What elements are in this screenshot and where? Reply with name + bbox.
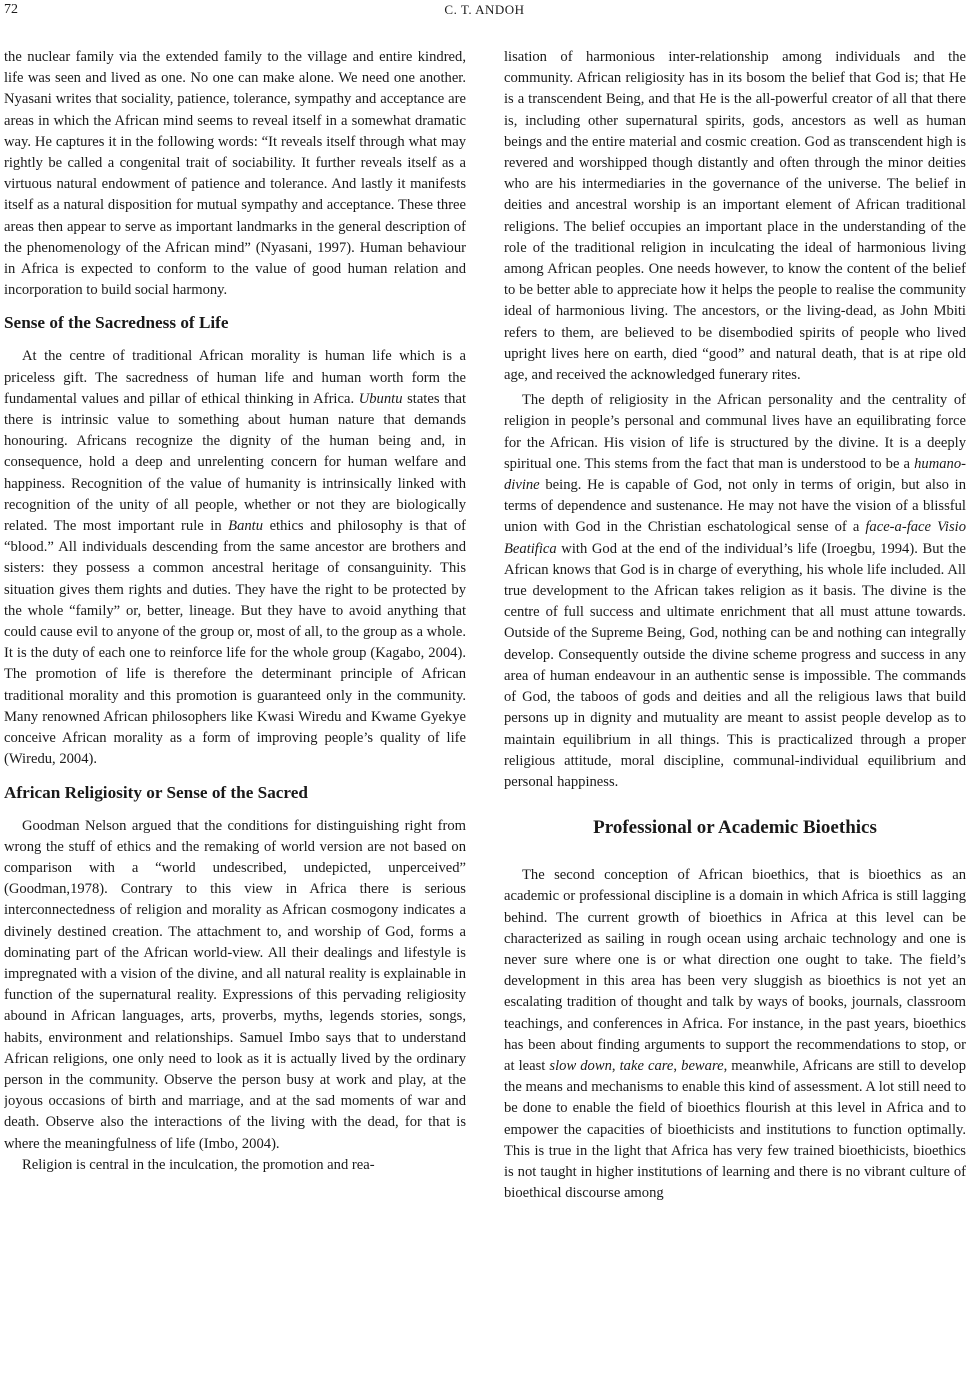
page-number: 72 <box>4 2 18 17</box>
left-column <box>4 47 466 1397</box>
italic-term: humano-divine <box>504 455 966 494</box>
italic-term: Ubuntu <box>358 390 403 407</box>
paragraph: Religion is central in the inculcation, the promotion and rea- <box>22 1156 375 1173</box>
paragraph: The depth of religiosity in the African personality and the centrality of religion in people’s personal and communal lives have an equilibrating force for the African. His vision of life is structured by the divine. It is a deeply spiritual one. This stems from the fact that man is understood to be a humano-divine being. He is capable of God, not only in terms of origin, but also in terms of dependence and sustenance. He may not have the vision of a blissful union with God in the Christian eschatological sense of a face-a-face Visio Beatifica with God at the end of the individual’s life (Iroegbu, 1994). But the African knows that God is in charge of everything, his whole life included. All true development to the African takes religion as it basis. The divine is the centre of full success and ultimate enrichment that all must attune towards. Outside of the Supreme Being, God, nothing can be and nothing can integrally develop. Consequently outside the divine scheme progress and success in any area of human endeavour in an authentic sense is impossible. The commands of God, the taboos of gods and deities and all the religious laws that build persons up in dignity and mutuality are meant to assist people develop as to maintain equilibrium in all things. This is practicalized through a proper religious attitude, moral discipline, communal-individual equilibrium and personal happiness. <box>504 392 966 790</box>
section-heading-professional-bioethics: Professional or Academic Bioethics <box>593 817 877 839</box>
right-column <box>504 47 966 1397</box>
paragraph: the nuclear family via the extended family to the village and entire kindred, life was seen and lived as one. No one can make alone. We need one another. Nyasani writes that sociality, patience, tolerance, sympathy and acceptance are areas in which the African mind seems to reveal itself in a somewhat dramatic way. He captures it in the following words: “It reveals itself through what may rightly be called a congenital trait of sociability. It further reveals itself as a virtuous natural endowment of patience and tolerance. And lastly it manifests itself as a natural disposition for mutual sympathy and acceptance. These three areas then appear to serve as important landmarks in the general description of the phenomenology of the African mind” (Nyasani, 1997). Human behaviour in Africa is expected to conform to the value of good human relation and incorporation to build social harmony. <box>4 49 466 299</box>
section-heading-african-religiosity: African Religiosity or Sense of the Sacred <box>4 782 308 802</box>
running-head: C. T. ANDOH <box>444 2 525 17</box>
paragraph: At the centre of traditional African morality is human life which is a priceless gift. The sacredness of human life and human worth form the fundamental values and pillar of ethical thinking in Africa. Ubuntu states that there is intrinsic value to something about human nature that demands honouring. Africans recognize the dignity of the human being and, in consequence, hold a deep and unrelenting concern for human welfare and happiness. Recognition of the value of humanity is intrinsically linked with recognition of the unity of all people, whether or not they are biologically related. The most important rule in Bantu ethics and philosophy is that of “blood.” All individuals descending from the same ancestor are brothers and sisters: they possess a common ancestral heritage of consanguinity. This situation gives them rights and duties. They have the right to be protected by the whole “family” or, better, lineage. But they have to avoid anything that could cause evil to anyone of the group or, most of all, to the group as a whole. It is the duty of each one to reinforce life for the whole group (Kagabo, 2004). The promotion of life is therefore the determinant principle of African traditional morality and this promotion is guaranteed only in the community. Many renowned African philosophers like Kwasi Wiredu and Kwame Gyekye conceive African morality as a form of improving people’s quality of life (Wiredu, 2004). <box>4 348 466 768</box>
section-heading-sacredness-of-life: Sense of the Sacredness of Life <box>4 313 229 333</box>
italic-term: slow down <box>549 1057 612 1074</box>
page-header <box>0 0 969 24</box>
paragraph: Goodman Nelson argued that the conditions for distinguishing right from wrong the stuff of ethics and the remaking of world version are not based on comparison with a “world undescribed, undepicted, unperceived” (Goodman,1978). Contrary to this view in Africa there is serious interconnectedness of religion and morality as African cosmogony indicates a divinely destined creation. The attachment to, and worship of God, forms a dominating part of the African world-view. All their dealings and lifestyle is impregnated with a vision of the divine, and all natural reality is explainable in function of the supernatural reality. Expressions of this pervading religiosity abound in African languages, arts, proverbs, myths, legends stories, songs, habits, environment and relationships. Samuel Imbo says that to understand African religions, one only need to look as it is actually lived by the ordinary person in the community. Observe the person busy at work and play, at the joyous occasions of birth and marriage, and at the sad moments of war and death. Observe also the interactions of the living with the dead, for that is where the meaningfulness of life (Imbo, 2004). <box>4 817 466 1152</box>
italic-term: beware <box>681 1057 724 1074</box>
paragraph: The second conception of African bioethics, that is bioethics as an academic or professional discipline is a domain in which Africa is still lagging behind. The current growth of bioethics in Africa at this level can be characterized as sailing in rough ocean using archaic technology and one is never sure where one is or what direction one ought to take. The field’s development in this area has been very sluggish as bioethics is not yet an escalating tradition of thought and talk by ways of books, journals, classroom teachings, and conferences in Africa. For instance, in the past years, bioethics has been about finding arguments to support the recommendations to stop, or at least slow down, take care, beware, meanwhile, Africans are still to develop the means and mechanisms to enable this kind of assessment. A lot still need to be done to enable the field of bioethics flourish at this level in Africa and to empower the capacities of bioethicists and institutions to function optimally. This is true in the light that Africa has very few trained bioethicists, bioethics is not taught in higher institutions of learning and there is no vibrant culture of bioethical discourse among <box>504 867 966 1202</box>
italic-term: Bantu <box>228 518 264 535</box>
paragraph: lisation of harmonious inter-relationship among individuals and the community. African religiosity has in its bosom the belief that God is; that He is a transcendent Being, and that He is the all-powerful creator of all that there is, including other supernatural spirits, gods, ancestors as well as human beings and the entire material and cosmic creation. God as transcendent high is revered and worshipped though distantly and often through the minor deities who are his intermediaries in the governance of the universe. The belief in deities and ancestral worship is an important element of African traditional religions. The belief occupies an important place in the understanding of the role of the traditional religion in inculcating the ideal of harmonious living among African peoples. One needs however, to know the content of the belief to be better able to appreciate how it helps the people to realise the community ideal of harmonious living. The ancestors, or the living-dead, as John Mbiti refers to them, are believed to be disembodied spirits of people who lived upright lives here on earth, died “good” and natural death, that is at ripe old age, and received the acknowledged funerary rites. <box>504 49 966 384</box>
italic-term: take care <box>619 1057 674 1074</box>
italic-term: face-a-face Visio Beatifica <box>504 519 966 557</box>
